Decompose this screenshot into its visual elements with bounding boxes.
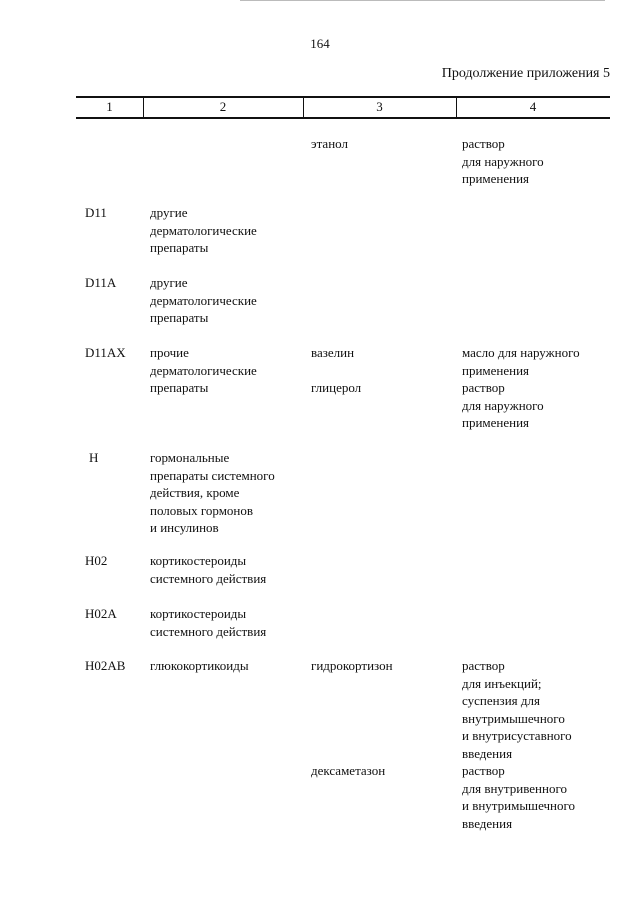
scan-edge-mark — [240, 0, 605, 1]
column-header: 3 — [376, 99, 383, 114]
atc-code: D11A — [85, 275, 117, 290]
column-header: 1 — [106, 99, 113, 114]
drug-name: глицерол — [311, 380, 362, 395]
dosage-form: раствор для внутривенного и внутримышечного введения — [462, 763, 576, 831]
drug-name: этанол — [311, 136, 348, 151]
group-name: другие дерматологические препараты — [150, 205, 257, 255]
drug-name: дексаметазон — [311, 763, 386, 778]
header-bottom-rule — [76, 117, 610, 119]
atc-code: H02A — [85, 606, 117, 621]
group-name: глюкокортикоиды — [150, 658, 249, 673]
atc-code: D11 — [85, 205, 107, 220]
atc-code: D11AX — [85, 345, 126, 360]
dosage-form: раствор для инъекций; суспензия для внутримышечного и внутрисуставного введения — [462, 658, 572, 761]
group-name: другие дерматологические препараты — [150, 275, 257, 325]
drug-name: вазелин — [311, 345, 355, 360]
group-name: кортикостероиды системного действия — [150, 606, 267, 639]
column-header: 4 — [529, 99, 537, 114]
page-number: 164 — [310, 36, 330, 51]
group-name: гормональные препараты системного действия, кроме половых гормонов и инсулинов — [150, 450, 275, 535]
dosage-form: масло для наружного применения — [462, 345, 580, 378]
atc-code: H02 — [85, 553, 108, 568]
atc-code: H — [89, 450, 99, 465]
group-name: прочие дерматологические препараты — [150, 345, 257, 395]
drug-name: гидрокортизон — [311, 658, 393, 673]
column-header: 2 — [219, 99, 227, 114]
dosage-form: раствор для наружного применения — [462, 136, 544, 186]
atc-code: H02AB — [85, 658, 126, 673]
appendix-title: Продолжение приложения 5 — [441, 66, 610, 81]
group-name: кортикостероиды системного действия — [150, 553, 267, 586]
header-top-rule — [76, 96, 610, 98]
dosage-form: раствор для наружного применения — [462, 380, 544, 430]
